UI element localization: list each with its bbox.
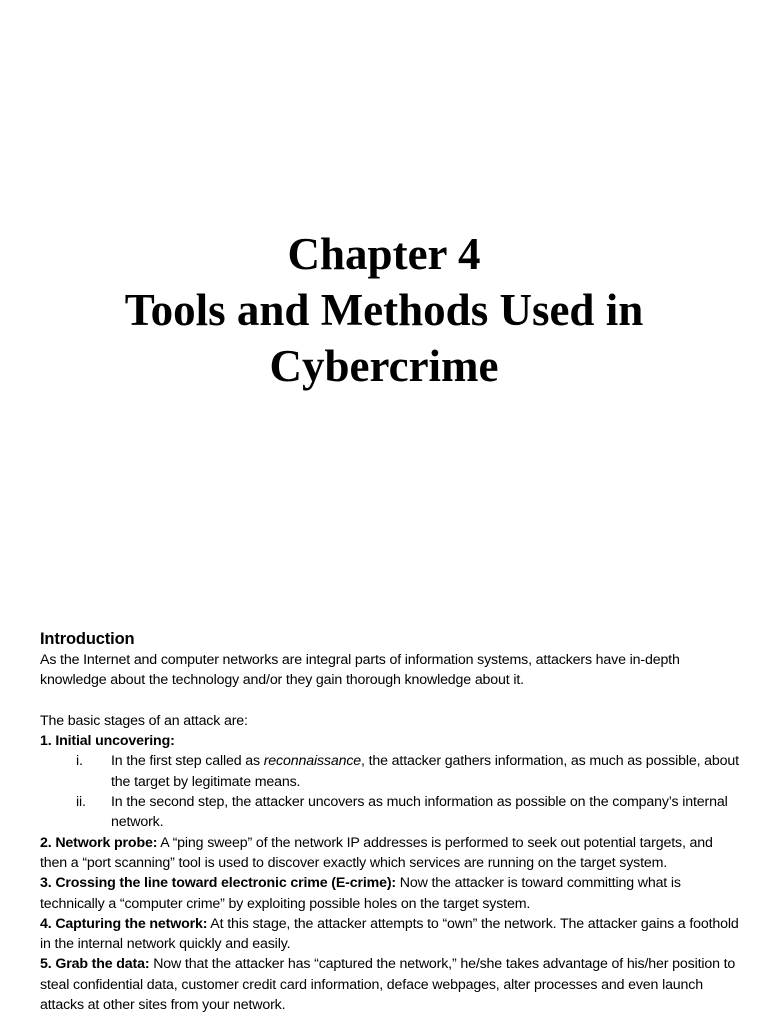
chapter-number: Chapter 4 xyxy=(287,229,481,279)
stage-3 xyxy=(40,873,740,914)
section-title: Introduction xyxy=(40,630,135,648)
stage-5-text: Now that the attacker has “captured the network,” he/she takes advantage of his/her position to steal confidential data, customer credit card information, deface webpages, alter processes and even launch attacks at other sites from your network. xyxy=(40,956,736,1014)
stage-2-label: 2. Network probe: xyxy=(40,834,158,851)
stage-4 xyxy=(40,914,740,955)
chapter-title-line-1: Tools and Methods Used in xyxy=(124,285,644,335)
stage-1-sub-item-ii xyxy=(40,792,740,833)
stage-5 xyxy=(40,954,740,1015)
stage-1-label: 1. Initial uncovering: xyxy=(40,733,175,750)
stages-lead: The basic stages of an attack are: xyxy=(40,712,248,729)
stage-4-text: At this stage, the attacker attempts to “own” the network. The attacker gains a foothold in the internal network quickly and easily. xyxy=(40,915,739,953)
chapter-body xyxy=(40,628,740,1015)
stage-4-label: 4. Capturing the network: xyxy=(40,915,208,932)
paragraph-spacer xyxy=(40,691,740,711)
intro-paragraph: As the Internet and computer networks are integral parts of information systems, attackers have in-depth knowledge about the technology and/or they gain thorough knowledge about it. xyxy=(40,652,680,689)
sub-item-text: In the second step, the attacker uncovers as much information as possible on the company’s internal network. xyxy=(111,794,728,831)
chapter-title-line-2: Cybercrime xyxy=(269,341,499,391)
stage-2-text: A “ping sweep” of the network IP addresses is performed to seek out potential targets, and then a “port scanning” tool is used to discover exactly which services are running on the target system. xyxy=(40,834,713,871)
stage-3-text: Now the attacker is toward committing what is technically a “computer crime” by exploiting possible holes on the target system. xyxy=(40,875,681,912)
stage-3-label: 3. Crossing the line toward electronic crime (E-crime): xyxy=(40,875,396,892)
sub-item-text-continued: , the attacker gathers information, as much as possible, about the target by legitimate means. xyxy=(111,753,739,790)
chapter-heading xyxy=(0,226,768,394)
stage-5-label: 5. Grab the data: xyxy=(40,956,150,973)
stage-1-sub-item-i xyxy=(40,751,740,792)
sub-item-italic-term: reconnaissance xyxy=(263,753,362,770)
sub-item-text: In the first step called as xyxy=(111,753,264,770)
sub-item-marker: ii. xyxy=(76,794,86,811)
stage-2 xyxy=(40,833,740,874)
stage-1-heading xyxy=(40,731,740,751)
sub-item-marker: i. xyxy=(76,753,83,770)
